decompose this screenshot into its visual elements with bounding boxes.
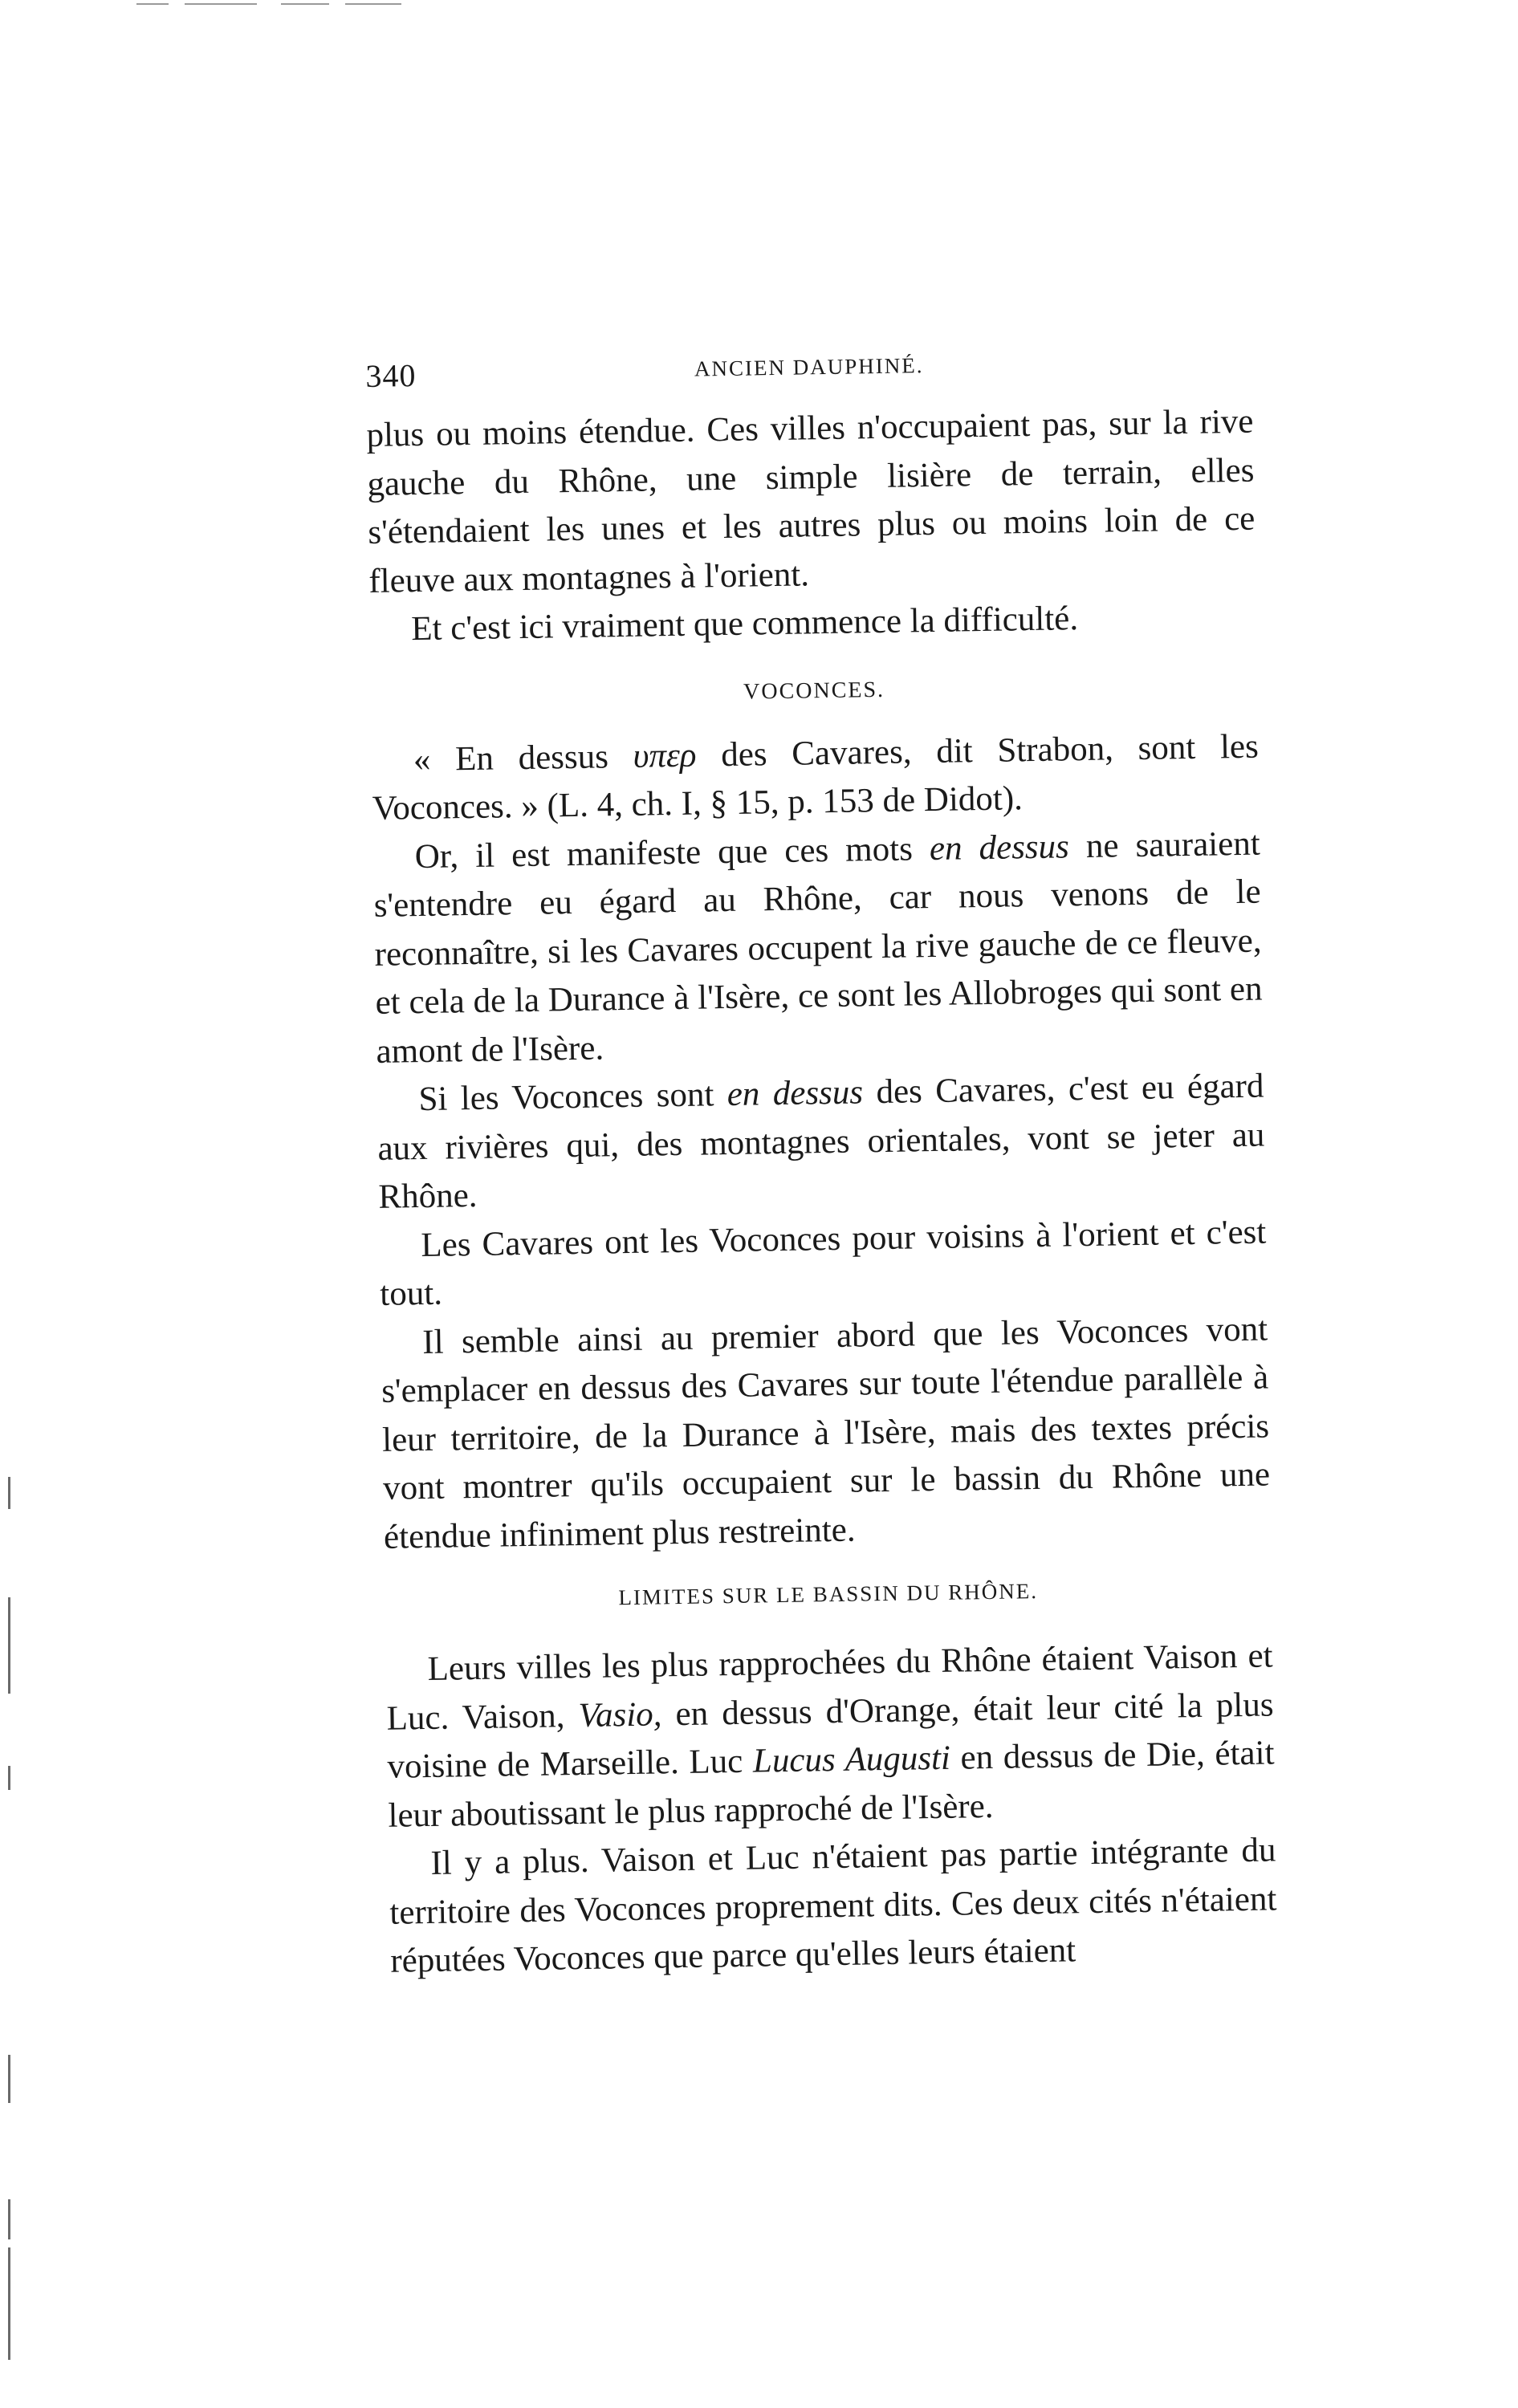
paragraph [376,1063,1266,1222]
italic-phrase: en dessus [726,1073,864,1114]
italic-phrase: en dessus [929,827,1070,868]
book-page [365,344,1278,1987]
speck [185,3,257,5]
edge-mark [8,2055,10,2103]
text-run: « En dessus [413,737,633,779]
section-heading-voconces: VOCONCES. [743,677,885,705]
italic-phrase: Lucus Augusti [752,1739,951,1780]
greek-word: υπερ [633,736,697,775]
section-heading-limites: LIMITES SUR LE BASSIN DU RHÔNE. [618,1579,1039,1610]
text-run: Leurs villes les plus rapprochées du Rhône étaient Vaison et Luc. Vaison, [386,1637,1273,1738]
edge-mark [8,1477,10,1509]
text-run: en dessus de Die, était leur aboutissant le plus rapproché de l'Isère. [388,1734,1275,1835]
text-run: des Cavares, dit Strabon, sont les Voconces. » (L. 4, ch. I, § 15, p. 153 de Didot). [372,727,1260,828]
edge-mark [8,1766,10,1790]
paragraph [371,722,1260,833]
speck [136,3,169,5]
page-number: 340 [365,357,417,394]
edge-mark [8,2247,10,2360]
text-run: Si les Voconces sont [418,1076,728,1119]
text-run: ne sauraient s'entendre eu égard au Rhône, car nous venons de le reconnaître, si les Cavares occupent la rive gauche de ce fleuve, et cela de la Durance à l'Isère, ce sont les Allobroges qui sont en amont de l'Isère. [373,824,1263,1071]
speck [281,3,329,5]
paragraph: Et c'est ici vraiment que commence la difficulté. [410,600,1079,649]
paragraph: Il semble ainsi au premier abord que les Voconces vont s'emplacer en dessus des Cavares sur toute l'étendue parallèle à leur territoire, de la Durance à l'Isère, mais des textes précis vont montrer qu'ils occupaient sur le bassin du Rhône une étendue infiniment plus restreinte. [381,1309,1271,1556]
edge-mark [8,1597,10,1694]
paragraph: Les Cavares ont les Voconces pour voisins à l'orient et c'est tout. [379,1213,1267,1313]
text-run: en dessus d'Orange, était leur cité la plus voisine de Marseille. Luc [387,1685,1274,1786]
paragraph [372,820,1264,1076]
edge-mark [8,2199,10,2239]
text-run: Or, il est manifeste que ces mots [414,829,930,876]
speck [345,3,401,5]
running-head [365,344,1253,405]
text-run: des Cavares, c'est eu égard aux rivières qui, des montagnes orientales, vont se jeter au Rhône. [377,1067,1265,1216]
italic-phrase: Vasio, [578,1694,662,1735]
paragraph: Il y a plus. Vaison et Luc n'étaient pas partie intégrante du territoire des Voconces proprement dits. Ces deux cités n'étaient réputées Voconces que parce qu'elles leurs étaient [389,1831,1277,1980]
running-title: ANCIEN DAUPHINÉ. [694,353,924,381]
paragraph: plus ou moins étendue. Ces villes n'occupaient pas, sur la rive gauche du Rhône, une simple lisière de terrain, elles s'étendaient les unes et les autres plus ou moins loin de ce fleuve aux montagnes à l'orient. [366,402,1256,600]
paragraph [385,1632,1276,1840]
